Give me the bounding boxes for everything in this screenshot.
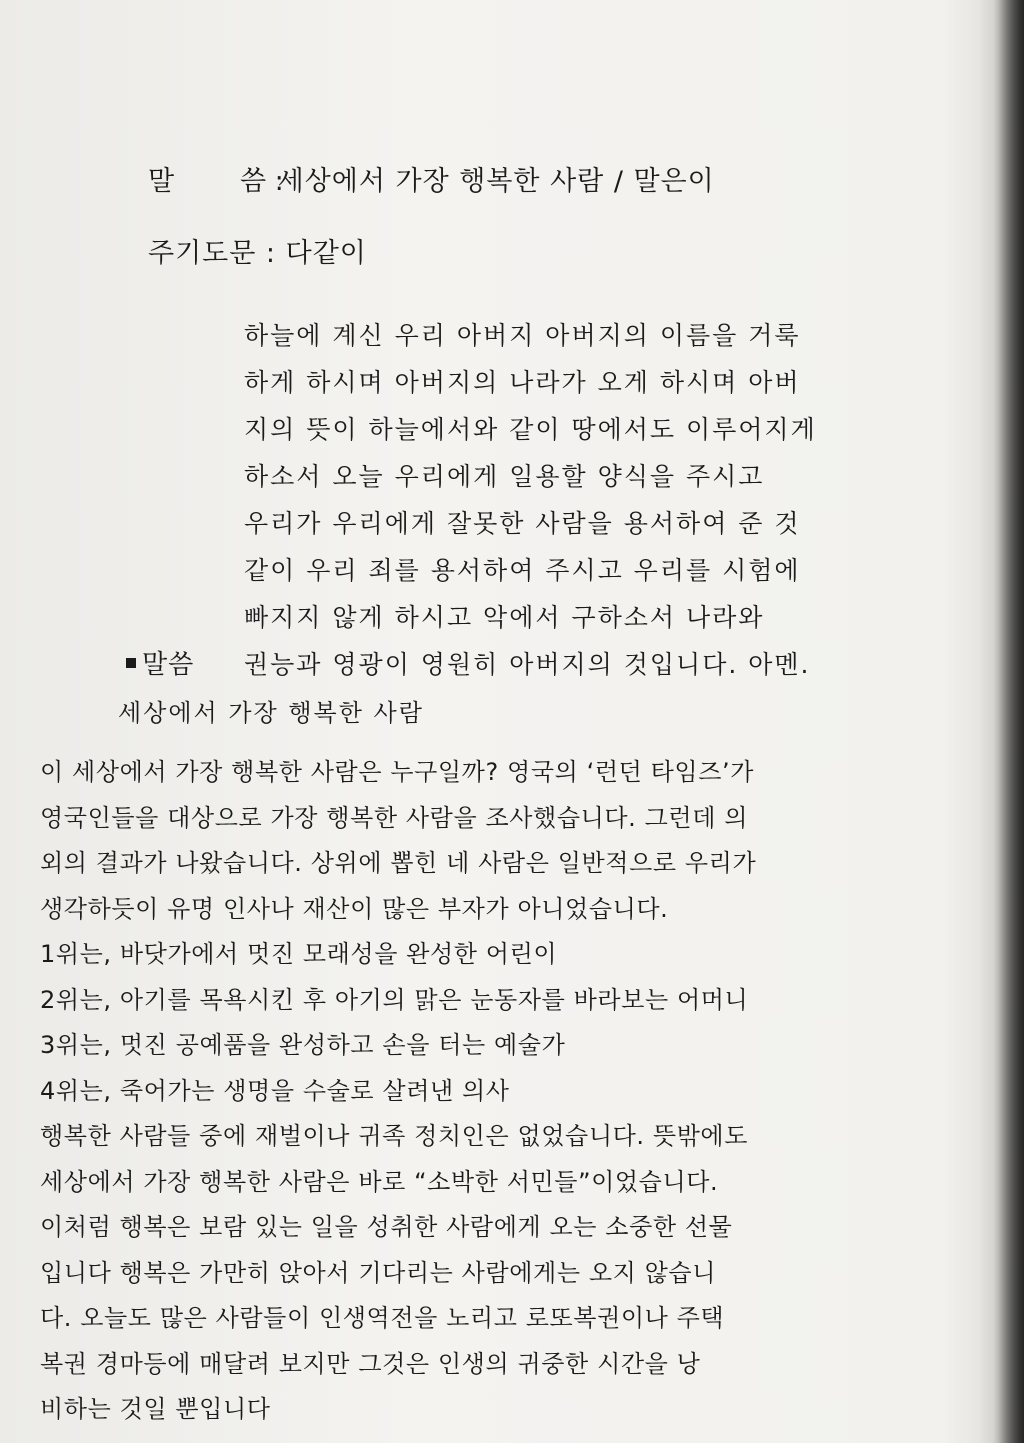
body-line: 1위는, 바닷가에서 멋진 모래성을 완성한 어린이 — [40, 940, 558, 968]
prayer-line: 지의 뜻이 하늘에서와 같이 땅에서도 이루어지게 — [244, 415, 817, 444]
prayer-row — [148, 240, 367, 267]
prayer-line: 빠지지 않게 하시고 악에서 구하소서 나라와 — [244, 603, 765, 632]
sermon-value: 세상에서 가장 행복한 사람 / 말은이 — [277, 166, 715, 197]
body-line: 비하는 것일 뿐입니다 — [40, 1395, 271, 1423]
prayer-line: 하게 하시며 아버지의 나라가 오게 하시며 아버 — [244, 368, 801, 397]
section-heading-label: 말씀 — [142, 650, 195, 680]
body-line: 세상에서 가장 행복한 사람은 바로 “소박한 서민들”이었습니다. — [40, 1167, 719, 1196]
body-line: 다. 오늘도 많은 사람들이 인생역전을 노리고 로또복권이나 주택 — [40, 1304, 725, 1332]
sermon-title-row — [148, 168, 715, 195]
body-line: 이처럼 행복은 보람 있는 일을 성취한 사람에게 오는 소중한 선물 — [40, 1213, 733, 1241]
body-line: 생각하듯이 유명 인사나 재산이 많은 부자가 아니었습니다. — [40, 894, 669, 923]
page-edge-shadow — [978, 0, 1024, 1443]
body-line: 입니다 행복은 가만히 앉아서 기다리는 사람에게는 오지 않습니 — [40, 1258, 716, 1287]
sermon-label-part-2: 씀 : — [240, 166, 284, 197]
body-line: 이 세상에서 가장 행복한 사람은 누구일까? 영국의 ‘런던 타임즈’가 — [40, 758, 755, 786]
body-line: 복권 경마등에 매달려 보지만 그것은 인생의 귀중한 시간을 낭 — [40, 1349, 701, 1378]
body-line: 4위는, 죽어가는 생명을 수술로 살려낸 의사 — [40, 1076, 510, 1105]
prayer-value: 다같이 — [285, 238, 367, 269]
sermon-subtitle: 세상에서 가장 행복한 사람 — [118, 699, 424, 727]
lords-prayer-text — [244, 316, 864, 692]
sermon-body — [40, 752, 870, 1435]
section-heading — [126, 652, 194, 678]
body-line: 외의 결과가 나왔습니다. 상위에 뽑힌 네 사람은 일반적으로 우리가 — [40, 849, 757, 877]
prayer-line: 하늘에 계신 우리 아버지 아버지의 이름을 거룩 — [244, 321, 801, 350]
body-line: 행복한 사람들 중에 재벌이나 귀족 정치인은 없었습니다. 뜻밖에도 — [40, 1122, 748, 1150]
sermon-label — [148, 166, 284, 197]
prayer-line: 하소서 오늘 우리에게 일용할 양식을 주시고 — [244, 462, 765, 491]
body-line: 3위는, 멋진 공예품을 완성하고 손을 터는 예술가 — [40, 1031, 566, 1059]
prayer-line: 우리가 우리에게 잘못한 사람을 용서하여 준 것 — [244, 509, 801, 538]
sermon-label-part-1: 말 — [148, 166, 175, 197]
body-line: 영국인들을 대상으로 가장 행복한 사람을 조사했습니다. 그런데 의 — [40, 803, 748, 832]
prayer-label: 주기도문 : — [148, 238, 277, 269]
prayer-line: 권능과 영광이 영원히 아버지의 것입니다. 아멘. — [244, 650, 811, 679]
prayer-line: 같이 우리 죄를 용서하여 주시고 우리를 시험에 — [244, 556, 801, 585]
body-line: 2위는, 아기를 목욕시킨 후 아기의 맑은 눈동자를 바라보는 어머니 — [40, 985, 749, 1014]
square-bullet-icon — [126, 658, 136, 668]
